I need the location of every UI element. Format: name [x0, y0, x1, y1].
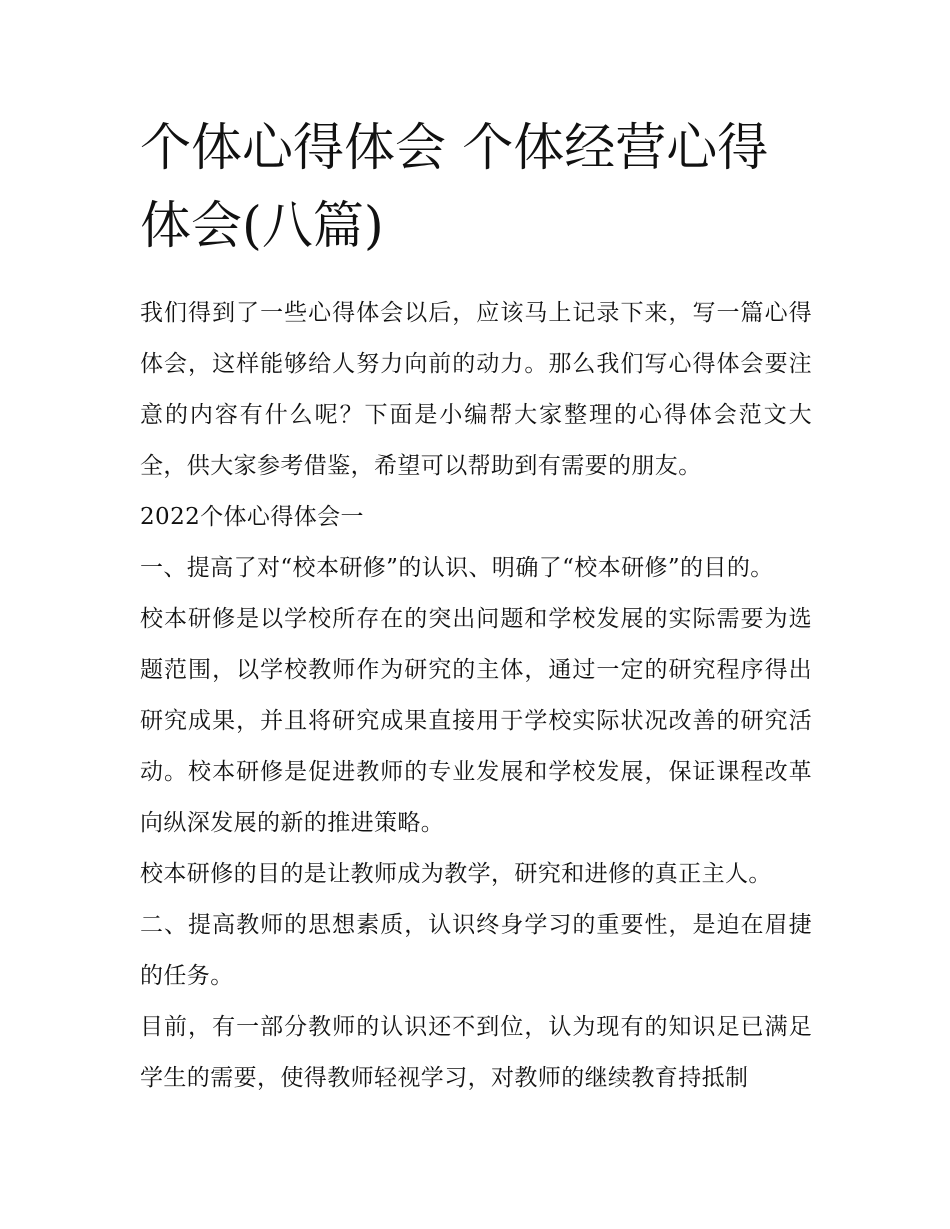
body-paragraph-1: 校本研修是以学校所存在的突出问题和学校发展的实际需要为选题范围，以学校教师作为研究的主体，通过一定的研究程序得出研究成果，并且将研究成果直接用于学校实际状况改善的研究活动。校本研修是促进教师的专业发展和学校发展，保证课程改革向纵深发展的新的推进策略。: [140, 606, 812, 836]
document-page: [140, 110, 812, 1104]
document-title: 个体心得体会 个体经营心得体会(八篇): [140, 119, 769, 256]
body-paragraph-3: 目前，有一部分教师的认识还不到位，认为现有的知识足已满足学生的需要，使得教师轻视学习，对教师的继续教育持抵制: [140, 1014, 812, 1091]
point-heading-2: 二、提高教师的思想素质，认识终身学习的重要性，是迫在眉捷的任务。: [140, 912, 812, 989]
title-spacer: [140, 266, 812, 288]
body-paragraph-2: 校本研修的目的是让教师成为教学，研究和进修的真正主人。: [140, 861, 772, 887]
intro-paragraph: 我们得到了一些心得体会以后，应该马上记录下来，写一篇心得体会，这样能够给人努力向前的动力。那么我们写心得体会要注意的内容有什么呢？下面是小编帮大家整理的心得体会范文大全，供大家参考借鉴，希望可以帮助到有需要的朋友。: [140, 300, 812, 479]
point-heading-1: 一、提高了对“校本研修”的认识、明确了“校本研修”的目的。: [140, 555, 774, 581]
section-heading-1: 2022个体心得体会一: [140, 504, 364, 530]
